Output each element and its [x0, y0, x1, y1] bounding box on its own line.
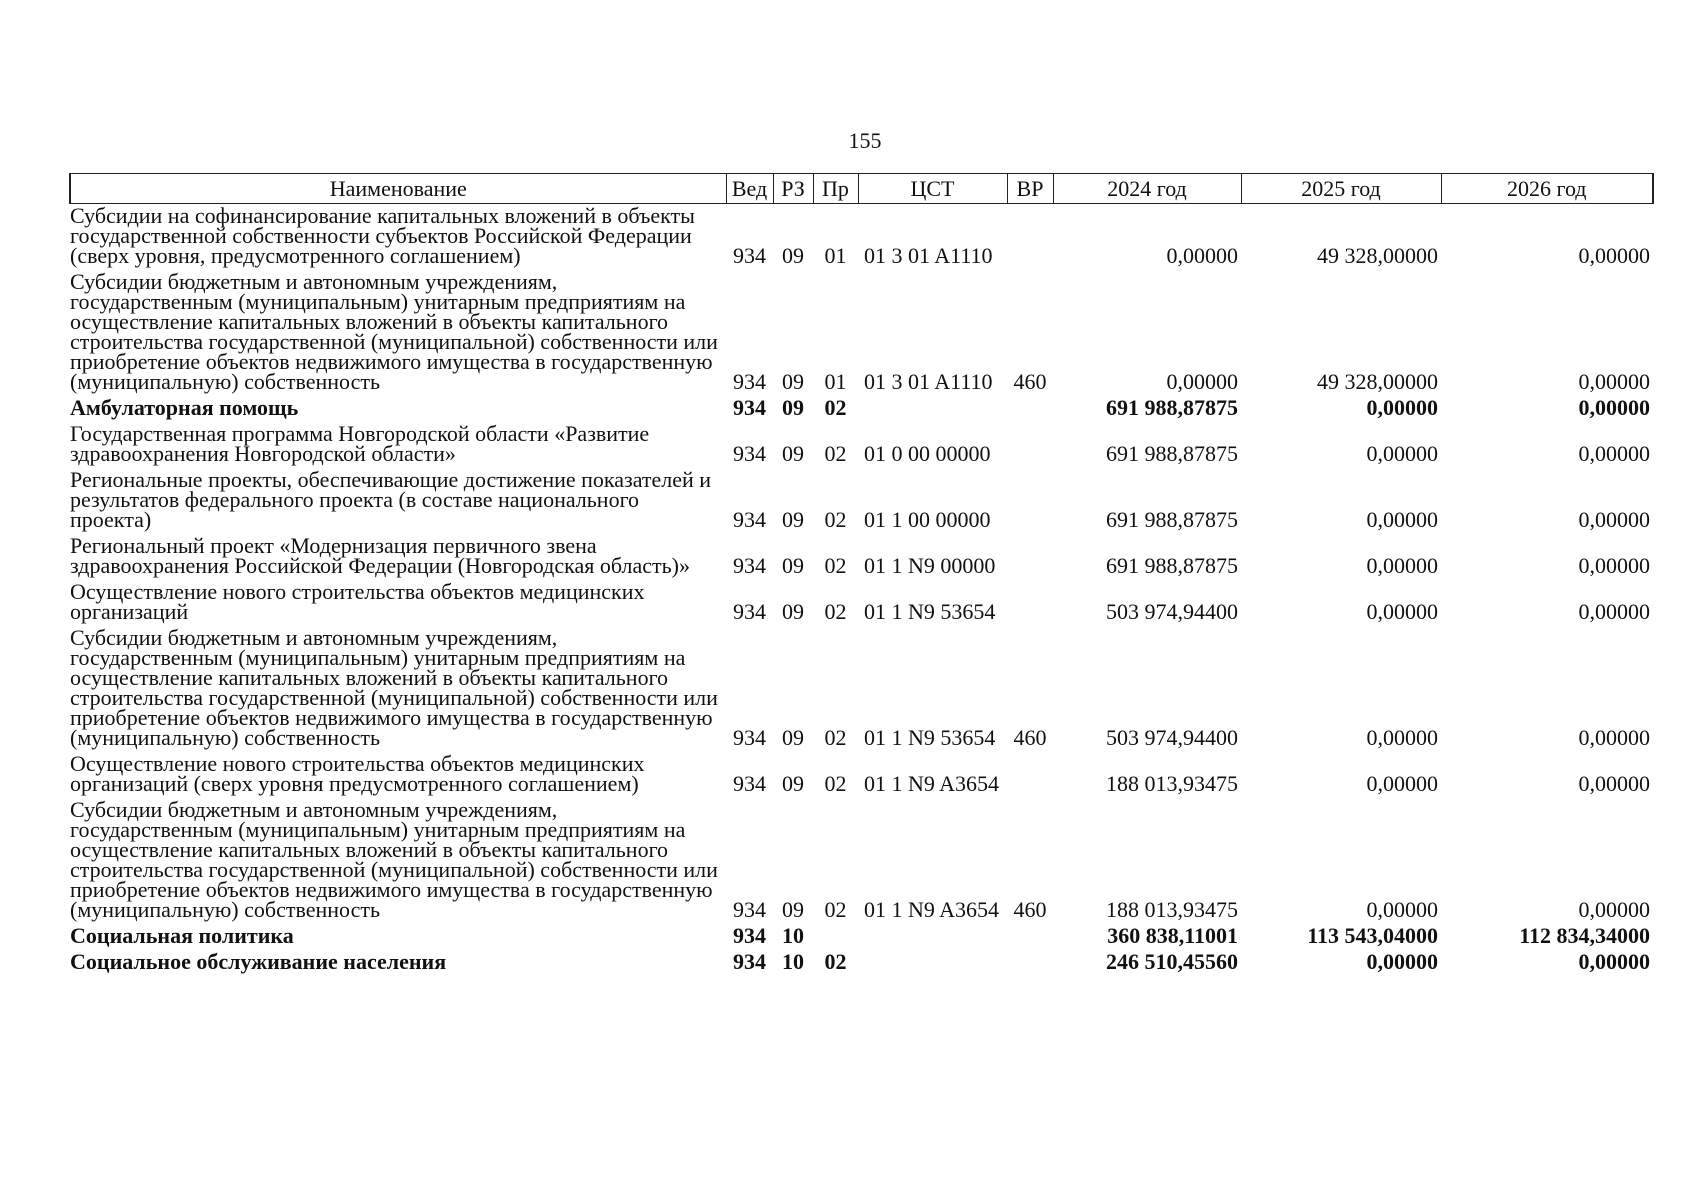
- row-2026: 0,00000: [1578, 507, 1650, 532]
- row-cst: 01 1 N9 53654: [864, 599, 996, 624]
- row-2025: 0,00000: [1366, 725, 1438, 750]
- row-2024: 503 974,94400: [1106, 725, 1238, 750]
- row-vr: [1007, 204, 1053, 271]
- table-row: [70, 626, 1653, 752]
- row-name: Социальная политика: [70, 923, 294, 948]
- row-ved: 934: [733, 949, 766, 974]
- row-name: Субсидии бюджетным и автономным учреждениям, государственным (муниципальным) унитарным предприятиям на осуществление капитальных вложений в объекты капитального строительства государственной (муниципальной) собственности или приобретение объектов недвижимого имущества в государственную (муниципальную) собственность: [70, 269, 718, 394]
- row-2025: 0,00000: [1366, 441, 1438, 466]
- row-2025: 0,00000: [1366, 599, 1438, 624]
- row-cst: 01 0 00 00000: [864, 441, 991, 466]
- row-rz: 09: [782, 369, 804, 394]
- row-rz: 09: [782, 897, 804, 922]
- row-vr: [1007, 422, 1053, 468]
- table-row: [70, 204, 1653, 271]
- row-name: Амбулаторная помощь: [70, 395, 299, 420]
- row-cst: 01 1 00 00000: [864, 507, 991, 532]
- table-row: [70, 422, 1653, 468]
- row-ved: 934: [733, 897, 766, 922]
- row-name: Субсидии на софинансирование капитальных вложений в объекты государственной собственности субъектов Российской Федерации (сверх уровня, предусмотренного соглашением): [70, 203, 695, 268]
- row-2025: 0,00000: [1366, 395, 1438, 420]
- row-ved: 934: [733, 553, 766, 578]
- row-rz: 09: [782, 553, 804, 578]
- row-pr: 02: [824, 897, 847, 922]
- header-cst: ЦСТ: [858, 174, 1007, 204]
- row-name: Осуществление нового строительства объектов медицинских организаций: [70, 579, 645, 624]
- row-2024: 246 510,45560: [1106, 949, 1238, 974]
- row-cst: [858, 396, 1007, 422]
- row-2025: 0,00000: [1366, 897, 1438, 922]
- row-cst: [858, 950, 1007, 976]
- row-2024: 188 013,93475: [1106, 771, 1238, 796]
- header-2024: 2024 год: [1053, 174, 1241, 204]
- row-name: Субсидии бюджетным и автономным учреждениям, государственным (муниципальным) унитарным предприятиям на осуществление капитальных вложений в объекты капитального строительства государственной (муниципальной) собственности или приобретение объектов недвижимого имущества в государственную (муниципальную) собственность: [70, 625, 718, 750]
- header-ved: Вед: [726, 174, 773, 204]
- row-rz: 09: [782, 507, 804, 532]
- row-name: Региональные проекты, обеспечивающие достижение показателей и результатов федерального проекта (в составе национального проекта): [70, 467, 712, 532]
- row-vr: [1007, 468, 1053, 534]
- table-row: [70, 752, 1653, 798]
- row-2025: 0,00000: [1366, 553, 1438, 578]
- row-ved: 934: [733, 599, 766, 624]
- row-rz: 09: [782, 243, 804, 268]
- row-ved: 934: [733, 725, 766, 750]
- row-2026: 0,00000: [1578, 395, 1650, 420]
- row-pr: 02: [824, 725, 847, 750]
- row-2026: 0,00000: [1578, 949, 1650, 974]
- row-2024: 691 988,87875: [1106, 395, 1238, 420]
- table-row: [70, 270, 1653, 396]
- row-pr: 02: [824, 507, 847, 532]
- row-rz: 09: [782, 771, 804, 796]
- row-ved: 934: [733, 923, 766, 948]
- row-2024: 0,00000: [1166, 243, 1238, 268]
- row-cst: 01 1 N9 53654: [864, 725, 996, 750]
- table-header-row: [70, 174, 1653, 204]
- row-2026: 0,00000: [1578, 725, 1650, 750]
- row-2026: 0,00000: [1578, 599, 1650, 624]
- row-rz: 09: [782, 725, 804, 750]
- row-vr: [1007, 396, 1053, 422]
- row-cst: 01 1 N9 A3654: [864, 897, 1000, 922]
- row-cst: 01 3 01 A1110: [864, 369, 993, 394]
- row-name: Государственная программа Новгородской области «Развитие здравоохранения Новгородской области»: [70, 421, 650, 466]
- page-number: 155: [848, 128, 882, 153]
- row-pr: 02: [824, 949, 847, 974]
- row-pr: 01: [824, 369, 847, 394]
- row-2024: 691 988,87875: [1106, 507, 1238, 532]
- row-pr: 01: [824, 243, 847, 268]
- row-ved: 934: [733, 441, 766, 466]
- row-2025: 0,00000: [1366, 507, 1438, 532]
- row-cst: 01 3 01 A1110: [864, 243, 993, 268]
- row-2024: 691 988,87875: [1106, 553, 1238, 578]
- row-name: Субсидии бюджетным и автономным учреждениям, государственным (муниципальным) унитарным предприятиям на осуществление капитальных вложений в объекты капитального строительства государственной (муниципальной) собственности или приобретение объектов недвижимого имущества в государственную (муниципальную) собственность: [70, 797, 718, 922]
- row-name: Региональный проект «Модернизация первичного звена здравоохранения Российской Федерации (Новгородская область)»: [70, 533, 690, 578]
- row-2026: 0,00000: [1578, 441, 1650, 466]
- row-rz: 09: [782, 441, 804, 466]
- row-2024: 503 974,94400: [1106, 599, 1238, 624]
- row-cst: 01 1 N9 00000: [864, 553, 996, 578]
- row-2026: 0,00000: [1578, 243, 1650, 268]
- budget-table: [69, 173, 1654, 976]
- row-vr: [1007, 580, 1053, 626]
- row-2026: 0,00000: [1578, 553, 1650, 578]
- row-2025: 113 543,04000: [1307, 923, 1438, 948]
- table-row-section: [70, 396, 1653, 422]
- row-rz: 10: [782, 949, 804, 974]
- row-pr: 02: [824, 771, 847, 796]
- row-ved: 934: [733, 395, 766, 420]
- row-2025: 49 328,00000: [1317, 369, 1438, 394]
- table-row-section: [70, 950, 1653, 976]
- row-rz: 09: [782, 395, 804, 420]
- row-name: Социальное обслуживание населения: [70, 949, 447, 974]
- header-pr: Пр: [813, 174, 858, 204]
- header-2025: 2025 год: [1241, 174, 1441, 204]
- row-rz: 09: [782, 599, 804, 624]
- row-pr: 02: [824, 441, 847, 466]
- row-2026: 0,00000: [1578, 897, 1650, 922]
- row-cst: 01 1 N9 A3654: [864, 771, 1000, 796]
- row-cst: [858, 924, 1007, 950]
- row-2025: 0,00000: [1366, 949, 1438, 974]
- header-rz: РЗ: [773, 174, 813, 204]
- row-2025: 49 328,00000: [1317, 243, 1438, 268]
- row-ved: 934: [733, 369, 766, 394]
- table-row: [70, 798, 1653, 924]
- row-2024: 360 838,11001: [1107, 923, 1238, 948]
- row-2026: 0,00000: [1578, 771, 1650, 796]
- row-2025: 0,00000: [1366, 771, 1438, 796]
- header-vr: ВР: [1007, 174, 1053, 204]
- row-ved: 934: [733, 507, 766, 532]
- row-vr: [1007, 752, 1053, 798]
- row-name: Осуществление нового строительства объектов медицинских организаций (сверх уровня предусмотренного соглашением): [70, 751, 645, 796]
- header-2026: 2026 год: [1441, 174, 1653, 204]
- row-ved: 934: [733, 771, 766, 796]
- table-row: [70, 580, 1653, 626]
- row-pr: 02: [824, 553, 847, 578]
- row-vr: 460: [1013, 897, 1047, 922]
- row-pr: 02: [824, 395, 847, 420]
- row-ved: 934: [733, 243, 766, 268]
- row-vr: 460: [1013, 725, 1047, 750]
- row-vr: [1007, 924, 1053, 950]
- row-rz: 10: [782, 923, 804, 948]
- row-2026: 0,00000: [1578, 369, 1650, 394]
- row-2024: 0,00000: [1166, 369, 1238, 394]
- row-2024: 691 988,87875: [1106, 441, 1238, 466]
- table-row-section: [70, 924, 1653, 950]
- table-row: [70, 534, 1653, 580]
- header-name: Наименование: [70, 174, 726, 204]
- table-row: [70, 468, 1653, 534]
- row-pr: 02: [824, 599, 847, 624]
- row-pr: [813, 924, 858, 950]
- row-2026: 112 834,34000: [1519, 923, 1650, 948]
- row-vr: 460: [1013, 369, 1047, 394]
- row-2024: 188 013,93475: [1106, 897, 1238, 922]
- row-vr: [1007, 534, 1053, 580]
- row-vr: [1007, 950, 1053, 976]
